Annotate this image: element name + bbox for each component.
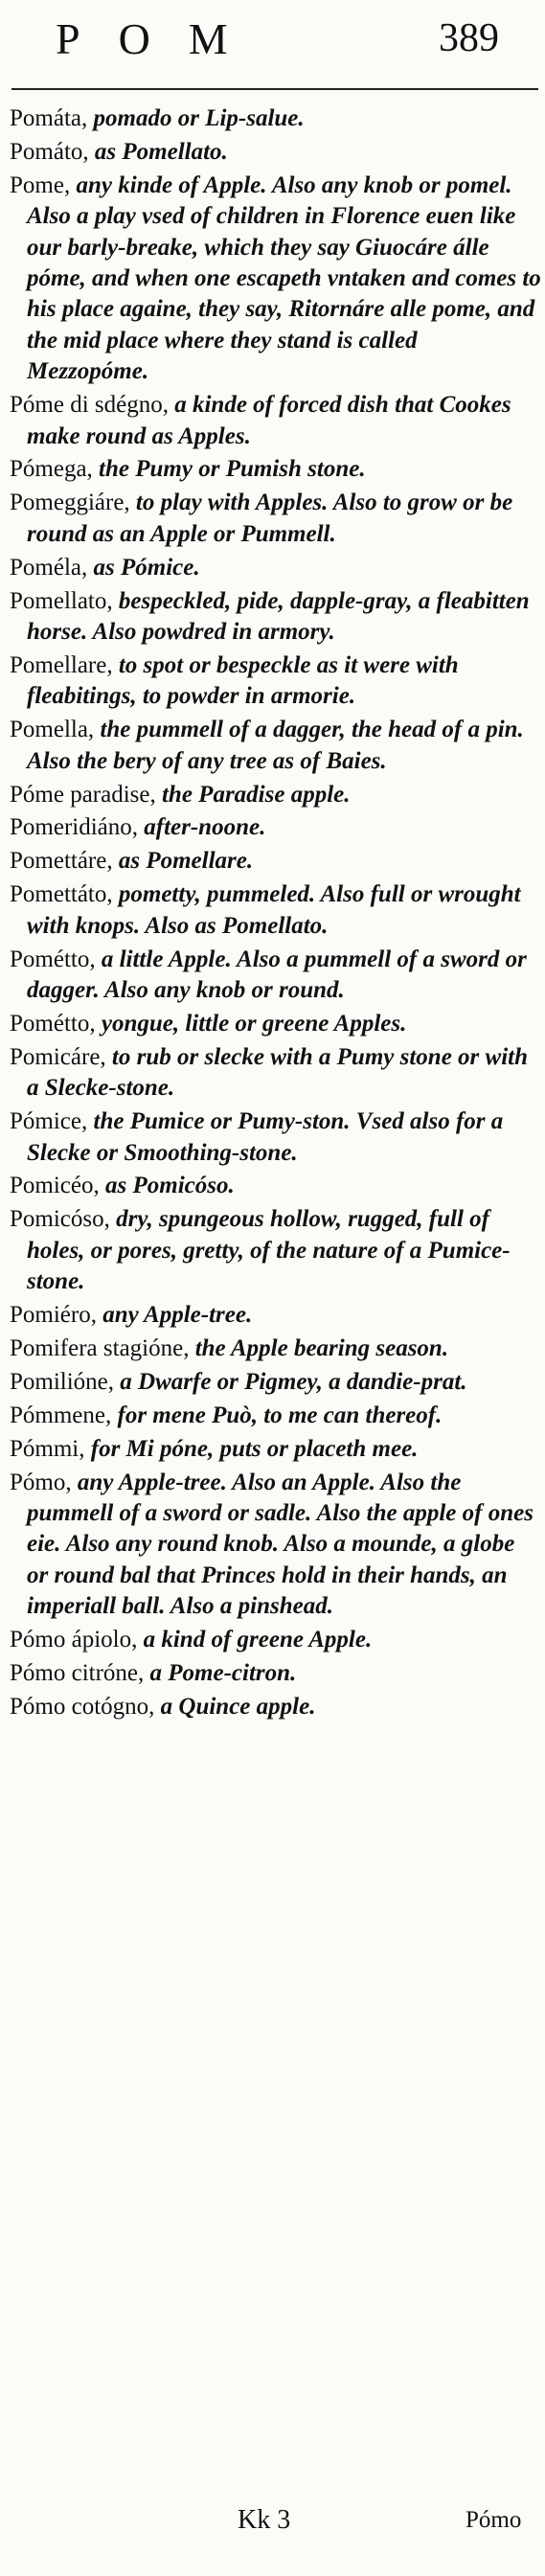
headword: Pométto, [10,946,96,972]
dictionary-entry [10,1434,541,1465]
headword: Pomettáre, [10,848,113,875]
dictionary-entry [10,1106,541,1169]
definition: for Mi póne, puts or placeth mee. [84,1435,419,1462]
headword: Pomeggiáre, [10,490,130,516]
page-footer [0,2505,545,2553]
definition: after-noone. [138,814,266,841]
dictionary-entry [10,1367,541,1398]
definition: any Apple-tree. [96,1302,253,1329]
dictionary-entry [10,1692,541,1722]
headword: Pome, [10,171,71,198]
headword: Pómmene, [10,1402,112,1428]
dictionary-entry [10,1658,541,1689]
headword: Póme di sdégno, [10,392,169,419]
dictionary-entry [10,586,541,649]
headword: Poméla, [10,554,88,581]
headword: Pomicéo, [10,1173,100,1199]
definition: to rub or slecke with a Pumy stone or with a Slecke-stone. [27,1043,529,1102]
dictionary-entry [10,488,541,550]
dictionary-entry [10,137,541,168]
definition: a Pome-citron. [144,1660,297,1686]
definition: a little Apple. Also a pummell of a sword or dagger. Also any knob or round. [27,946,527,1003]
definition: to spot or bespeckle as it were with fleabitings, to powder in armorie. [27,651,459,710]
catchword: Pómo [466,2507,522,2533]
definition: the Paradise apple. [155,781,351,808]
headword: Pomella, [10,717,95,743]
headword: Pomettáto, [10,881,113,908]
headword: Pómmi, [10,1435,85,1462]
definition: a Quince apple. [154,1693,316,1720]
definition: the pummell of a dagger, the head of a pin. Also the bery of any tree as of Baies. [27,717,524,774]
definition: a kinde of forced dish that Cookes make round as Apples. [27,392,511,449]
definition: bespeckled, pide, dapple-gray, a fleabitten horse. Also powdred in armory. [27,587,530,645]
definition: dry, spungeous hollow, rugged, full of holes, or pores, gretty, of the nature of a Pumice-stone. [27,1206,511,1295]
dictionary-entry [10,1401,541,1431]
dictionary-entry [10,1468,541,1623]
dictionary-entry [10,715,541,777]
headword: Pomeridiáno, [10,814,139,841]
definition: the Pumy or Pumish stone. [92,456,366,483]
headword: Pomicáre, [10,1043,106,1070]
dictionary-entry [10,650,541,713]
entry-list [10,103,541,1725]
definition: as Pomellare. [112,848,254,875]
headword: Pómice, [10,1108,88,1135]
headword: Pomáto, [10,138,89,165]
header-rule [11,88,538,90]
definition: pometty, pummeled. Also full or wrought with knops. Also as Pomellato. [27,881,521,939]
headword: Pomáta, [10,105,88,131]
definition: a Dwarfe or Pigmey, a dandie-prat. [114,1368,467,1395]
headword: Pomellare, [10,651,113,678]
headword: Pómo citróne, [10,1660,145,1686]
definition: for mene Può, to me can thereof. [111,1402,443,1428]
dictionary-entry [10,1042,541,1105]
definition: the Apple bearing season. [189,1334,449,1361]
definition: to play with Apples. Also to grow or be round as an Apple or Pummell. [27,490,513,547]
headword: Pómo cotógno, [10,1693,155,1720]
headword: Pomifera stagióne, [10,1334,190,1361]
headword: Pómega, [10,456,93,483]
page-header [0,13,545,75]
dictionary-entry [10,171,541,388]
definition: pomado or Lip-salue. [87,105,305,131]
dictionary-entry [10,846,541,877]
definition: as Pomellato. [88,138,228,165]
definition: a kind of greene Apple. [137,1627,373,1653]
dictionary-entry [10,945,541,1007]
definition: any kinde of Apple. Also any knob or pomel. Also a play vsed of children in Florence euen like our barly-breake, which they say Giuocáre álle póme, and when one escapeth vntaken and comes to his place againe, they say, Ritornáre alle pome, and the mid place where they stand is called Mezzopóme. [27,171,541,385]
headword: Pomilióne, [10,1368,115,1395]
definition: yongue, little or greene Apples. [95,1010,407,1037]
dictionary-entry [10,103,541,134]
definition: the Pumice or Pumy-ston. Vsed also for a Slecke or Smoothing-stone. [27,1108,504,1166]
dictionary-entry [10,1009,541,1039]
dictionary-entry [10,1300,541,1331]
headword: Pomellato, [10,587,113,614]
definition: as Pomicóso. [99,1173,235,1199]
dictionary-entry [10,1171,541,1201]
dictionary-entry [10,1625,541,1655]
dictionary-entry [10,1204,541,1297]
dictionary-entry [10,780,541,810]
headword: Pómo, [10,1469,72,1495]
dictionary-entry [10,1334,541,1364]
headword: Póme paradise, [10,781,156,808]
dictionary-entry [10,390,541,452]
dictionary-entry [10,553,541,583]
headword: Pométto, [10,1010,96,1037]
headword: Pomiéro, [10,1302,97,1329]
page-number: 389 [439,16,499,60]
signature-mark: Kk 3 [238,2505,291,2535]
definition: as Pómice. [87,554,200,581]
dictionary-entry [10,879,541,942]
headword: Pomicóso, [10,1206,110,1233]
headword: Pómo ápiolo, [10,1627,138,1653]
dictionary-entry [10,812,541,843]
definition: any Apple-tree. Also an Apple. Also the pummell of a sword or sadle. Also the apple of ones eie. Also any round knob. Also a mounde, a globe or round bal that Princes hold in their hands, an imperiall ball. Also a pinshead. [27,1469,534,1620]
running-head: POM [56,14,266,63]
dictionary-entry [10,454,541,485]
